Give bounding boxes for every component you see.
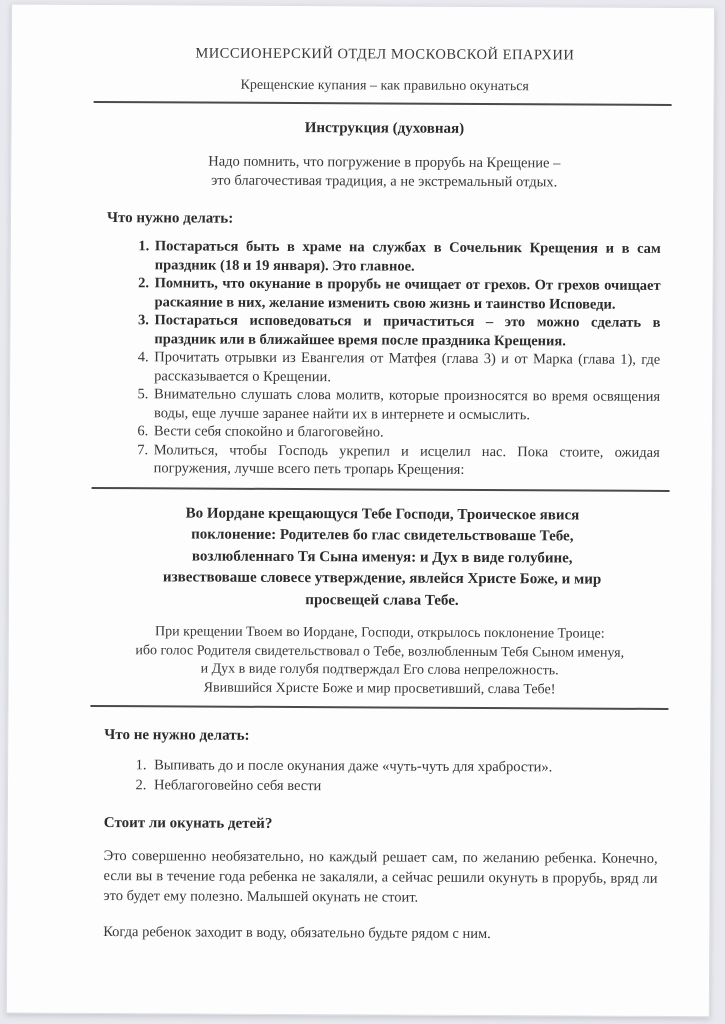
list-item: 2. Неблагоговейно себя вести xyxy=(150,776,658,798)
dont-section-heading: Что не нужно делать: xyxy=(104,727,250,744)
troparion-translation: При крещении Твоем во Иордане, Господи, открылось поклонение Троице: ибо голос Родителя свидетельствовал о Тебе, возлюбленным Тебя Сыном именуя, и Дух в виде голубя подтверждал Его слова непреложность. Явившийся Христе Боже и мир просветивший, слава Тебе! xyxy=(135,624,625,697)
list-item: 1. Выпивать до и после окунания даже «чуть-чуть для храбрости». xyxy=(150,756,658,778)
do-list xyxy=(106,237,661,480)
troparion-text: Во Иордане крещающуся Тебе Господи, Троическое явися поклонение: Родителев бо глас свидетельствоваше Тебе, возлюбленнаго Тя Сына именуя: и Дух в виде голубине, извествоваше словесе утверждение, явлейся Христе Боже, и мир просвещей слава Тебе. xyxy=(162,504,602,609)
divider-troparion-bottom xyxy=(90,705,668,710)
list-item: 4. Прочитать отрывки из Евангелия от Матфея (глава 3) и от Марка (глава 1), где рассказывается о Крещении. xyxy=(152,348,660,388)
children-section-heading: Стоит ли окунать детей? xyxy=(103,815,273,832)
divider-troparion-top xyxy=(92,486,670,491)
document-content xyxy=(7,5,714,946)
list-item: 2. Помнить, что окунание в прорубь не очищает от грехов. От грехов очищает раскаяние в них, желание изменить свою жизнь и таинство Исповеди. xyxy=(153,274,661,314)
do-section-heading: Что нужно делать: xyxy=(106,210,234,227)
intro-paragraph: Надо помнить, что погружение в прорубь на Крещение – это благочестивая традиция, а не экстремальный отдых. xyxy=(208,153,561,191)
document-page xyxy=(6,4,715,1018)
list-item: 6. Вести себя спокойно и благоговейно. xyxy=(152,422,660,443)
document-subtitle: Крещенские купания – как правильно окунаться xyxy=(240,77,529,95)
list-item: 1. Постараться быть в храме на службах в Сочельник Крещения и в сам праздник (18 и 19 января). Это главное. xyxy=(153,237,661,277)
dont-list xyxy=(104,756,658,798)
children-paragraph: Это совершенно необязательно, но каждый решает сам, по желанию ребенка. Конечно, если вы в течение года ребенка не закаляли, а сейчас решили окунуть в прорубь, вряд ли это будет ему полезно. Малышей окунать не стоит. xyxy=(103,848,658,906)
instruction-heading: Инструкция (духовная) xyxy=(304,120,465,137)
children-final-paragraph: Когда ребенок заходит в воду, обязательно будьте рядом с ним. xyxy=(103,924,491,943)
list-item: 3. Постараться исповедоваться и причаститься – это можно сделать в праздник или в ближайшее время после праздника Крещения. xyxy=(152,311,660,351)
list-item: 7. Молиться, чтобы Господь укрепил и исцелил нас. Пока стоите, ожидая погружения, лучше всего петь тропарь Крещения: xyxy=(152,441,660,481)
list-item: 5. Внимательно слушать слова молитв, которые произносятся во время освящения воды, еще лучше заранее найти их в интернете и осмыслить. xyxy=(152,385,660,425)
document-title: МИССИОНЕРСКИЙ ОТДЕЛ МОСКОВСКОЙ ЕПАРХИИ xyxy=(195,45,575,64)
divider-top xyxy=(94,101,672,106)
